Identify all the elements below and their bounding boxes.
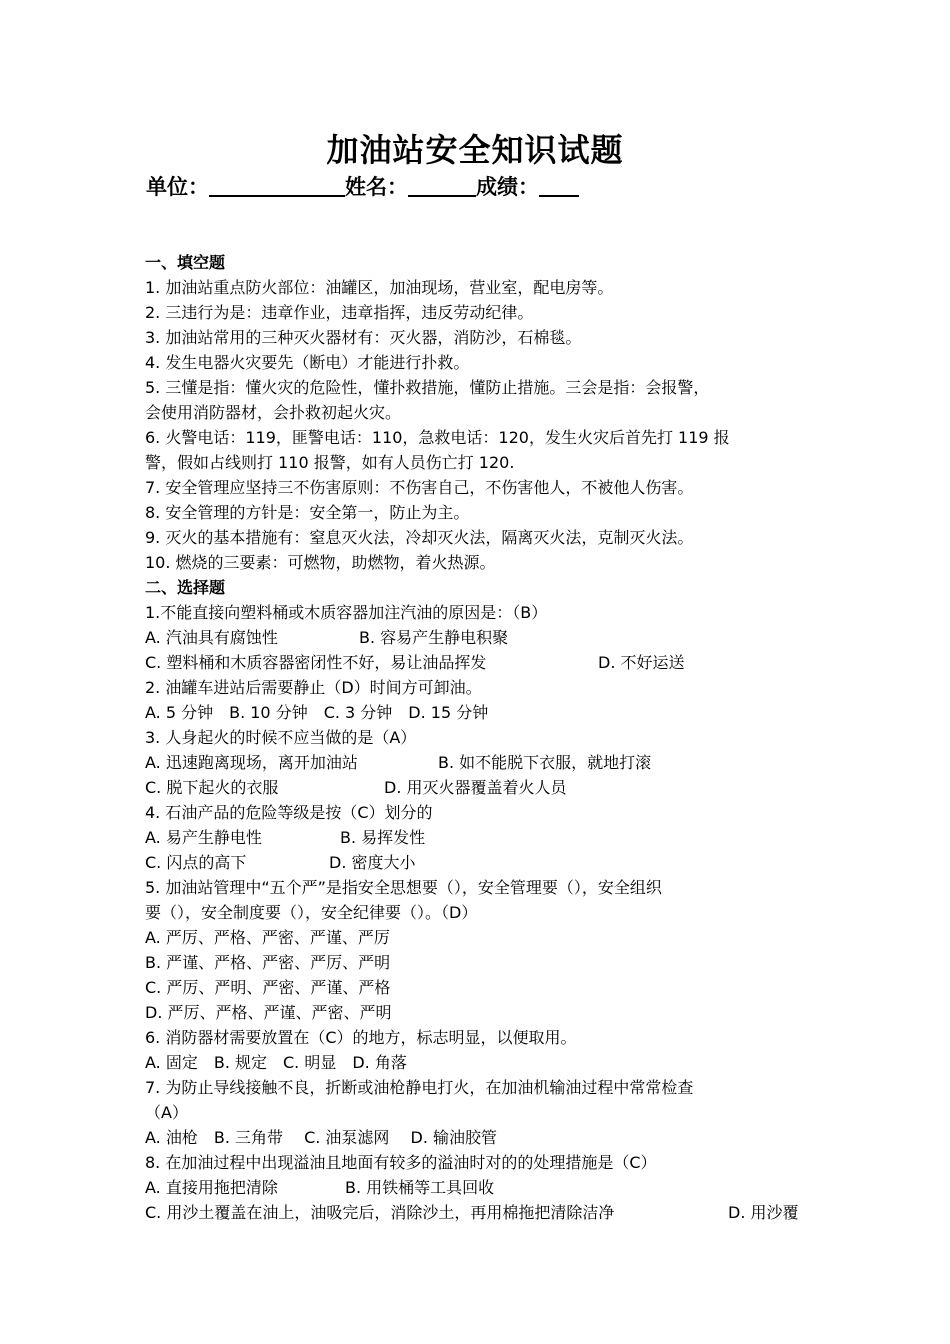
option: D. 密度大小	[329, 853, 416, 872]
option-row	[145, 850, 817, 875]
option: A. 迅速跑离现场，离开加油站	[145, 753, 358, 772]
question-text: 3. 人身起火的时候不应当做的是（A）	[145, 728, 417, 747]
fill-in-item: 4. 发生电器火灾要先（断电）才能进行扑救。	[145, 353, 470, 372]
section-heading-fill-in: 一、填空题	[145, 253, 226, 272]
option-row	[145, 1175, 817, 1200]
option-row: A. 5 分钟 B. 10 分钟 C. 3 分钟 D. 15 分钟	[145, 703, 489, 722]
option-row	[145, 625, 817, 650]
option: B. 用铁桶等工具回收	[345, 1178, 495, 1197]
fill-in-item: 警，假如占线则打 110 报警，如有人员伤亡打 120.	[145, 453, 515, 472]
option: C. 闪点的高下	[145, 853, 247, 872]
unit-label: 单位：	[146, 175, 209, 199]
option: D. 不好运送	[598, 653, 685, 672]
fill-in-item: 2. 三违行为是：违章作业，违章指挥，违反劳动纪律。	[145, 303, 534, 322]
info-line	[146, 172, 579, 202]
section-heading-choice: 二、选择题	[145, 578, 226, 597]
question-text: 4. 石油产品的危险等级是按（C）划分的	[145, 803, 433, 822]
fill-in-item: 5. 三懂是指：懂火灾的危险性，懂扑救措施，懂防止措施。三会是指：会报警，	[145, 378, 710, 397]
fill-in-item: 8. 安全管理的方针是：安全第一，防止为主。	[145, 503, 470, 522]
name-label: 姓名：	[345, 175, 408, 199]
fill-in-item: 3. 加油站常用的三种灭火器材有：灭火器，消防沙，石棉毯。	[145, 328, 582, 347]
unit-blank	[209, 173, 345, 197]
question-text: （A）	[145, 1103, 188, 1122]
fill-in-item: 会使用消防器材，会扑救初起火灾。	[145, 403, 402, 422]
option: A. 严厉、严格、严密、严谨、严厉	[145, 928, 390, 947]
option: C. 脱下起火的衣服	[145, 778, 279, 797]
option: D. 严厉、严格、严谨、严密、严明	[145, 1003, 392, 1022]
option: A. 直接用拖把清除	[145, 1178, 278, 1197]
fill-in-item: 10. 燃烧的三要素：可燃物，助燃物，着火热源。	[145, 553, 496, 572]
fill-in-item: 9. 灭火的基本措施有：窒息灭火法，冷却灭火法，隔离灭火法，克制灭火法。	[145, 528, 694, 547]
document-body	[145, 250, 817, 1225]
option: C. 用沙土覆盖在油上，油吸完后，消除沙土，再用棉拖把清除洁净	[145, 1203, 615, 1222]
question-text: 1.不能直接向塑料桶或木质容器加注汽油的原因是：（B）	[145, 603, 548, 622]
question-text: 6. 消防器材需要放置在（C）的地方，标志明显，以便取用。	[145, 1028, 577, 1047]
score-blank	[539, 173, 579, 197]
score-label: 成绩：	[476, 175, 539, 199]
option: D. 用灭火器覆盖着火人员	[384, 778, 567, 797]
page-title: 加油站安全知识试题	[326, 131, 624, 169]
question-text: 8. 在加油过程中出现溢油且地面有较多的溢油时对的的处理措施是（C）	[145, 1153, 657, 1172]
name-blank	[408, 173, 476, 197]
option: B. 容易产生静电积聚	[359, 628, 509, 647]
question-text: 2. 油罐车进站后需要静止（D）时间方可卸油。	[145, 678, 482, 697]
question-text: 7. 为防止导线接触不良，折断或油枪静电打火，在加油机输油过程中常常检查	[145, 1078, 694, 1097]
option: B. 易挥发性	[340, 828, 426, 847]
option-row	[145, 750, 817, 775]
fill-in-item: 6. 火警电话：119，匪警电话：110，急救电话：120，发生火灾后首先打 119 报	[145, 428, 730, 447]
option: A. 汽油具有腐蚀性	[145, 628, 278, 647]
option-row: A. 固定 B. 规定 C. 明显 D. 角落	[145, 1053, 407, 1072]
option: C. 塑料桶和木质容器密闭性不好，易让油品挥发	[145, 653, 487, 672]
option-row	[145, 1200, 817, 1225]
option-row	[145, 825, 817, 850]
option-row	[145, 650, 817, 675]
option: B. 如不能脱下衣服，就地打滚	[438, 753, 652, 772]
option: D. 用沙覆	[728, 1203, 799, 1222]
question-text: 5. 加油站管理中“五个严”是指安全思想要（），安全管理要（），安全组织	[145, 878, 662, 897]
option: A. 易产生静电性	[145, 828, 262, 847]
option: C. 严厉、严明、严密、严谨、严格	[145, 978, 391, 997]
question-text: 要（），安全制度要（），安全纪律要（）。（D）	[145, 903, 478, 922]
fill-in-item: 1. 加油站重点防火部位：油罐区，加油现场，营业室，配电房等。	[145, 278, 614, 297]
option: B. 严谨、严格、严密、严厉、严明	[145, 953, 391, 972]
fill-in-item: 7. 安全管理应坚持三不伤害原则：不伤害自己，不伤害他人，不被他人伤害。	[145, 478, 694, 497]
option-row	[145, 775, 817, 800]
option-row: A. 油枪 B. 三角带 C. 油泵滤网 D. 输油胶管	[145, 1128, 497, 1147]
